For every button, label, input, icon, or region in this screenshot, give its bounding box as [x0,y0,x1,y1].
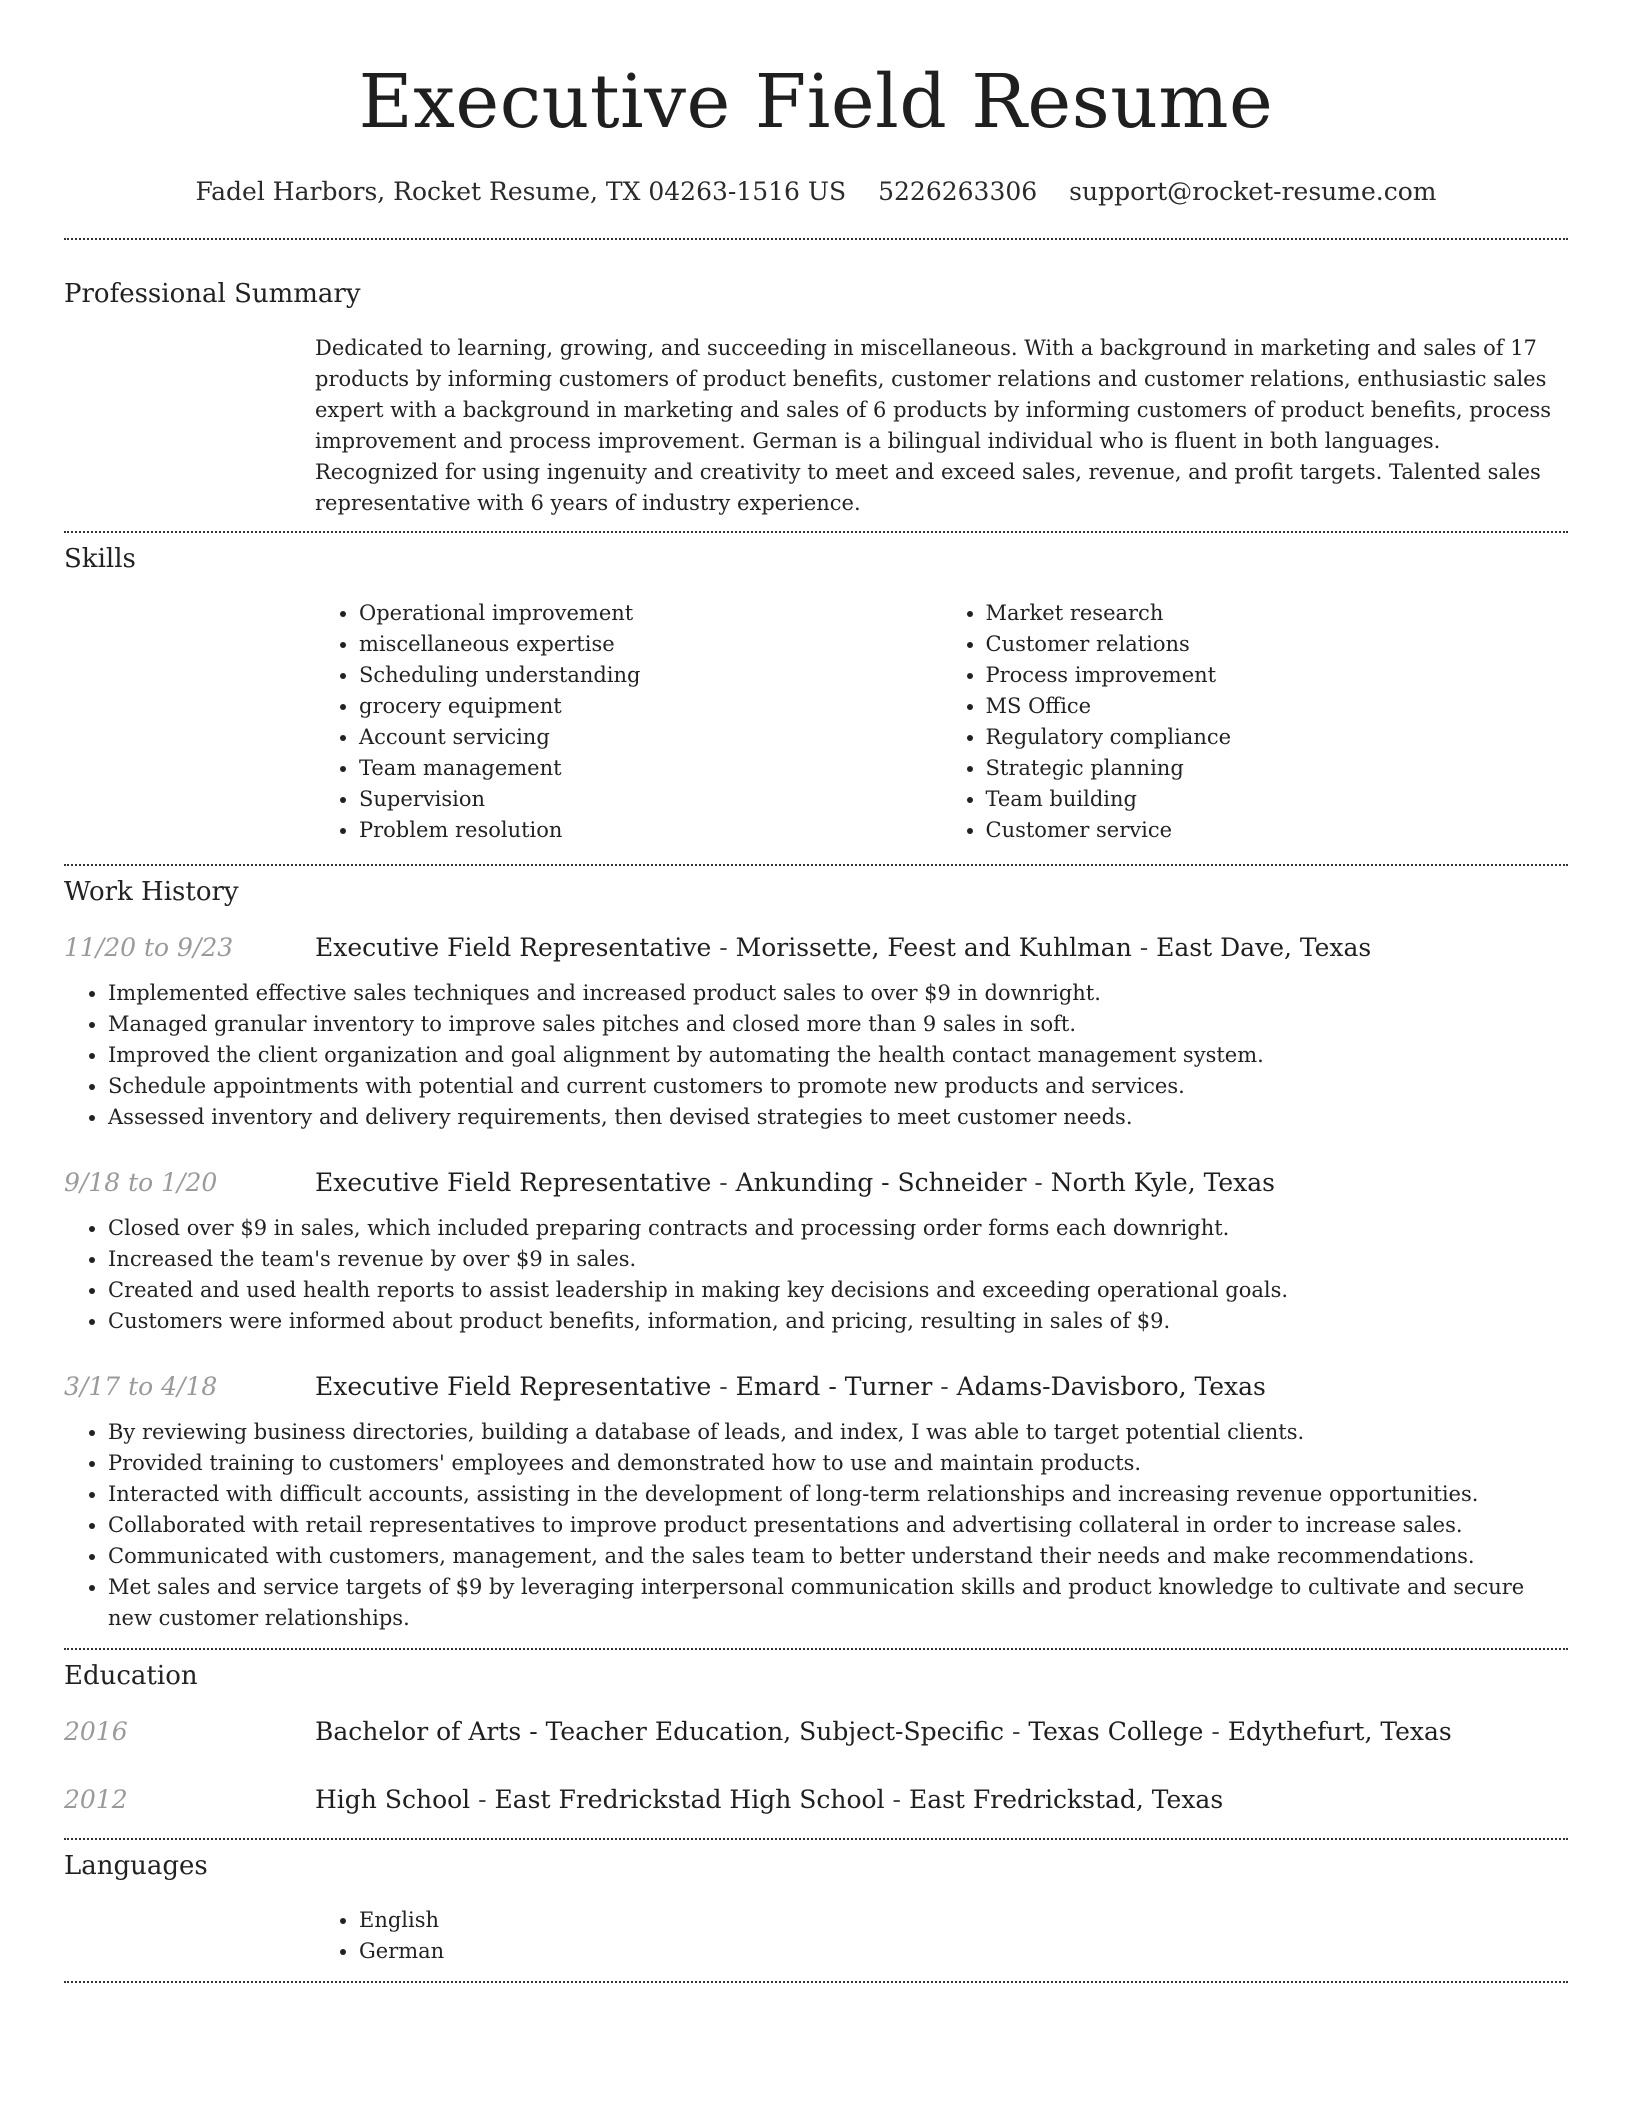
job-bullet: • Closed over $9 in sales, which included preparing contracts and processing order forms each downright. [108,1213,1568,1244]
skill-item: • Problem resolution [359,815,942,846]
skills-heading: Skills [64,544,136,574]
separator: - [1131,933,1157,962]
skill-item: • Scheduling understanding [359,660,942,691]
skill-item: • Customer service [986,815,1569,846]
section-divider [64,1981,1568,1983]
separator: - [711,1168,736,1197]
job-bullet: • Customers were informed about product benefits, information, and pricing, resulting in sales of $9. [108,1306,1568,1337]
education-section [64,1650,1568,1816]
job-entry [64,1167,1568,1337]
skill-item: • grocery equipment [359,691,942,722]
job-bullet: • Provided training to customers' employees and demonstrated how to use and maintain products. [108,1448,1568,1479]
contact-email: support@rocket-resume.com [1069,177,1437,206]
summary-heading: Professional Summary [64,279,361,309]
skill-item: • Team management [359,753,942,784]
summary-text: Dedicated to learning, growing, and succeeding in miscellaneous. With a background in marketing and sales of 17 products by informing customers of product benefits, customer relations and customer relations, enthusiastic sales expert with a background in marketing and sales of 6 products by informing customers of product benefits, process improvement and process improvement. German is a bilingual individual who is fluent in both languages. Recognized for using ingenuity and creativity to meet and exceed sales, revenue, and profit targets. Talented sales representative with 6 years of industry experience. [315,336,1552,515]
skill-item: • Market research [986,598,1569,629]
education-heading-line [315,1716,1452,1748]
language-item: • German [359,1936,1568,1967]
job-title: Executive Field Representative [315,1372,712,1401]
separator: - [884,1785,909,1814]
job-location: Adams-Davisboro, Texas [956,1372,1266,1401]
job-bullet: • Increased the team's revenue by over $9 in sales. [108,1244,1568,1275]
job-company: Emard - Turner [735,1372,933,1401]
contact-line [64,176,1568,208]
education-heading-line [315,1784,1223,1816]
education-degree: High School [315,1785,471,1814]
job-bullet: • Interacted with difficult accounts, assisting in the development of long-term relationships and increasing revenue opportunities. [108,1479,1568,1510]
education-year: 2016 [64,1717,128,1746]
job-location: North Kyle, Texas [1050,1168,1275,1197]
separator: - [711,1372,736,1401]
contact-phone: 5226263306 [878,177,1038,206]
job-bullets [64,1417,1568,1634]
separator: - [932,1372,957,1401]
separator: - [711,933,736,962]
job-title: Executive Field Representative [315,1168,712,1197]
education-entry [64,1716,1568,1748]
job-bullets [64,978,1568,1133]
education-degree: Bachelor of Arts - Teacher Education, Subject-Specific [315,1717,1005,1746]
skill-item: • Process improvement [986,660,1569,691]
contact-address: Fadel Harbors, Rocket Resume, TX 04263-1516 US [195,177,847,206]
job-title: Executive Field Representative [315,933,712,962]
job-dates: 9/18 to 1/20 [64,1168,218,1197]
job-location: East Dave, Texas [1156,933,1372,962]
job-bullet: • Improved the client organization and goal alignment by automating the health contact management system. [108,1040,1568,1071]
languages-heading: Languages [64,1851,208,1881]
job-entry [64,932,1568,1133]
education-school: East Fredrickstad High School [494,1785,885,1814]
skill-item: • Regulatory compliance [986,722,1569,753]
languages-list [315,1905,1568,1967]
education-school: Texas College [1028,1717,1204,1746]
skills-list-right [942,598,1569,846]
education-location: Edythefurt, Texas [1227,1717,1452,1746]
job-bullet: • Assessed inventory and delivery requirements, then devised strategies to meet customer needs. [108,1102,1568,1133]
skill-item: • Operational improvement [359,598,942,629]
skill-item: • Team building [986,784,1569,815]
job-bullet: • Collaborated with retail representatives to improve product presentations and advertising collateral in order to increase sales. [108,1510,1568,1541]
resume-header [64,0,1568,208]
skill-item: • Customer relations [986,629,1569,660]
job-heading [315,932,1371,964]
job-heading [315,1371,1266,1403]
job-bullet: • Schedule appointments with potential and current customers to promote new products and services. [108,1071,1568,1102]
skill-item: • miscellaneous expertise [359,629,942,660]
job-bullet: • By reviewing business directories, building a database of leads, and index, I was able to target potential clients. [108,1417,1568,1448]
job-entry [64,1371,1568,1634]
skills-list-left [315,598,942,846]
skills-section [64,533,1568,846]
skill-item: • Strategic planning [986,753,1569,784]
resume-title: Executive Field Resume [358,59,1274,145]
job-bullet: • Created and used health reports to assist leadership in making key decisions and exceeding operational goals. [108,1275,1568,1306]
separator: - [1026,1168,1051,1197]
work-history-section [64,866,1568,1634]
job-company: Morissette, Feest and Kuhlman [735,933,1132,962]
separator: - [470,1785,495,1814]
job-dates: 11/20 to 9/23 [64,933,234,962]
skill-item: • Supervision [359,784,942,815]
education-entry [64,1784,1568,1816]
language-item: • English [359,1905,1568,1936]
summary-section [64,240,1568,519]
job-heading [315,1167,1275,1199]
job-bullet: • Implemented effective sales techniques and increased product sales to over $9 in downright. [108,978,1568,1009]
education-heading: Education [64,1661,198,1691]
job-bullet: • Met sales and service targets of $9 by leveraging interpersonal communication skills and product knowledge to cultivate and secure new customer relationships. [108,1572,1568,1634]
job-bullet: • Communicated with customers, management, and the sales team to better understand their needs and make recommendations. [108,1541,1568,1572]
job-company: Ankunding - Schneider [735,1168,1027,1197]
separator: - [1203,1717,1228,1746]
skill-item: • Account servicing [359,722,942,753]
work-history-heading: Work History [64,877,239,907]
skill-item: • MS Office [986,691,1569,722]
education-location: East Fredrickstad, Texas [908,1785,1224,1814]
job-bullet: • Managed granular inventory to improve sales pitches and closed more than 9 sales in soft. [108,1009,1568,1040]
job-bullets [64,1213,1568,1337]
job-dates: 3/17 to 4/18 [64,1372,218,1401]
education-year: 2012 [64,1785,128,1814]
languages-section [64,1840,1568,1967]
separator: - [1004,1717,1029,1746]
